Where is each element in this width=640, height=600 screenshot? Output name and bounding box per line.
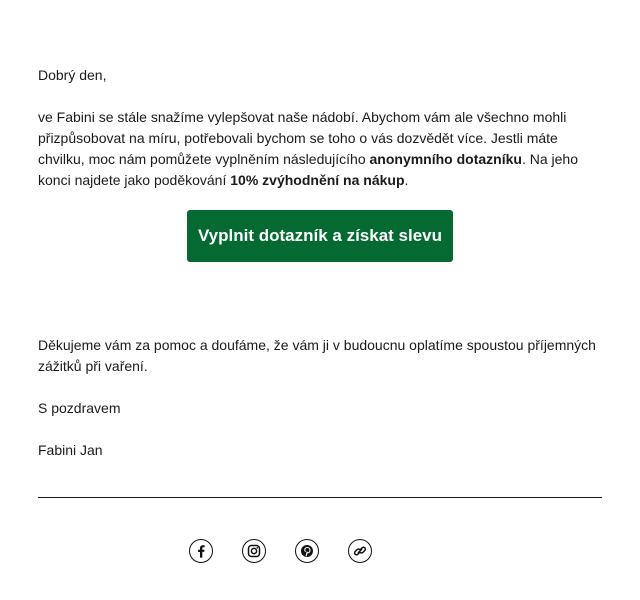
pinterest-icon[interactable]	[295, 539, 319, 563]
facebook-icon[interactable]	[189, 539, 213, 563]
signature-text: Fabini Jan	[38, 442, 103, 458]
greeting-text: Dobrý den,	[38, 67, 107, 83]
cta-container	[187, 210, 453, 262]
intro-text-3: .	[404, 172, 409, 188]
intro-bold-survey: anonymního dotazníku	[369, 151, 522, 167]
footer-divider	[38, 497, 602, 498]
instagram-icon[interactable]	[242, 539, 266, 563]
thanks-paragraph: Děkujeme vám za pomoc a doufáme, že vám ji v budoucnu oplatíme spoustou příjemných zážitků při vaření.	[38, 337, 596, 374]
link-icon[interactable]	[348, 539, 372, 563]
fill-survey-button[interactable]: Vyplnit dotazník a získat slevu	[187, 210, 453, 262]
intro-text-1: ve Fabini se stále snažíme vylepšovat naše nádobí. Abychom vám ale všechno mohli přizpůsobovat na míru, potřebovali bychom se toho o vás dozvědět více. Jestli máte chvilku, moc nám pomůžete vyplněním následujícího	[38, 109, 567, 167]
intro-text-2: . Na jeho konci najdete jako poděkování	[38, 151, 578, 188]
social-links	[189, 539, 375, 565]
intro-bold-discount: 10% zvýhodnění na nákup	[230, 172, 405, 188]
regards-text: S pozdravem	[38, 400, 121, 416]
intro-paragraph	[38, 107, 602, 191]
